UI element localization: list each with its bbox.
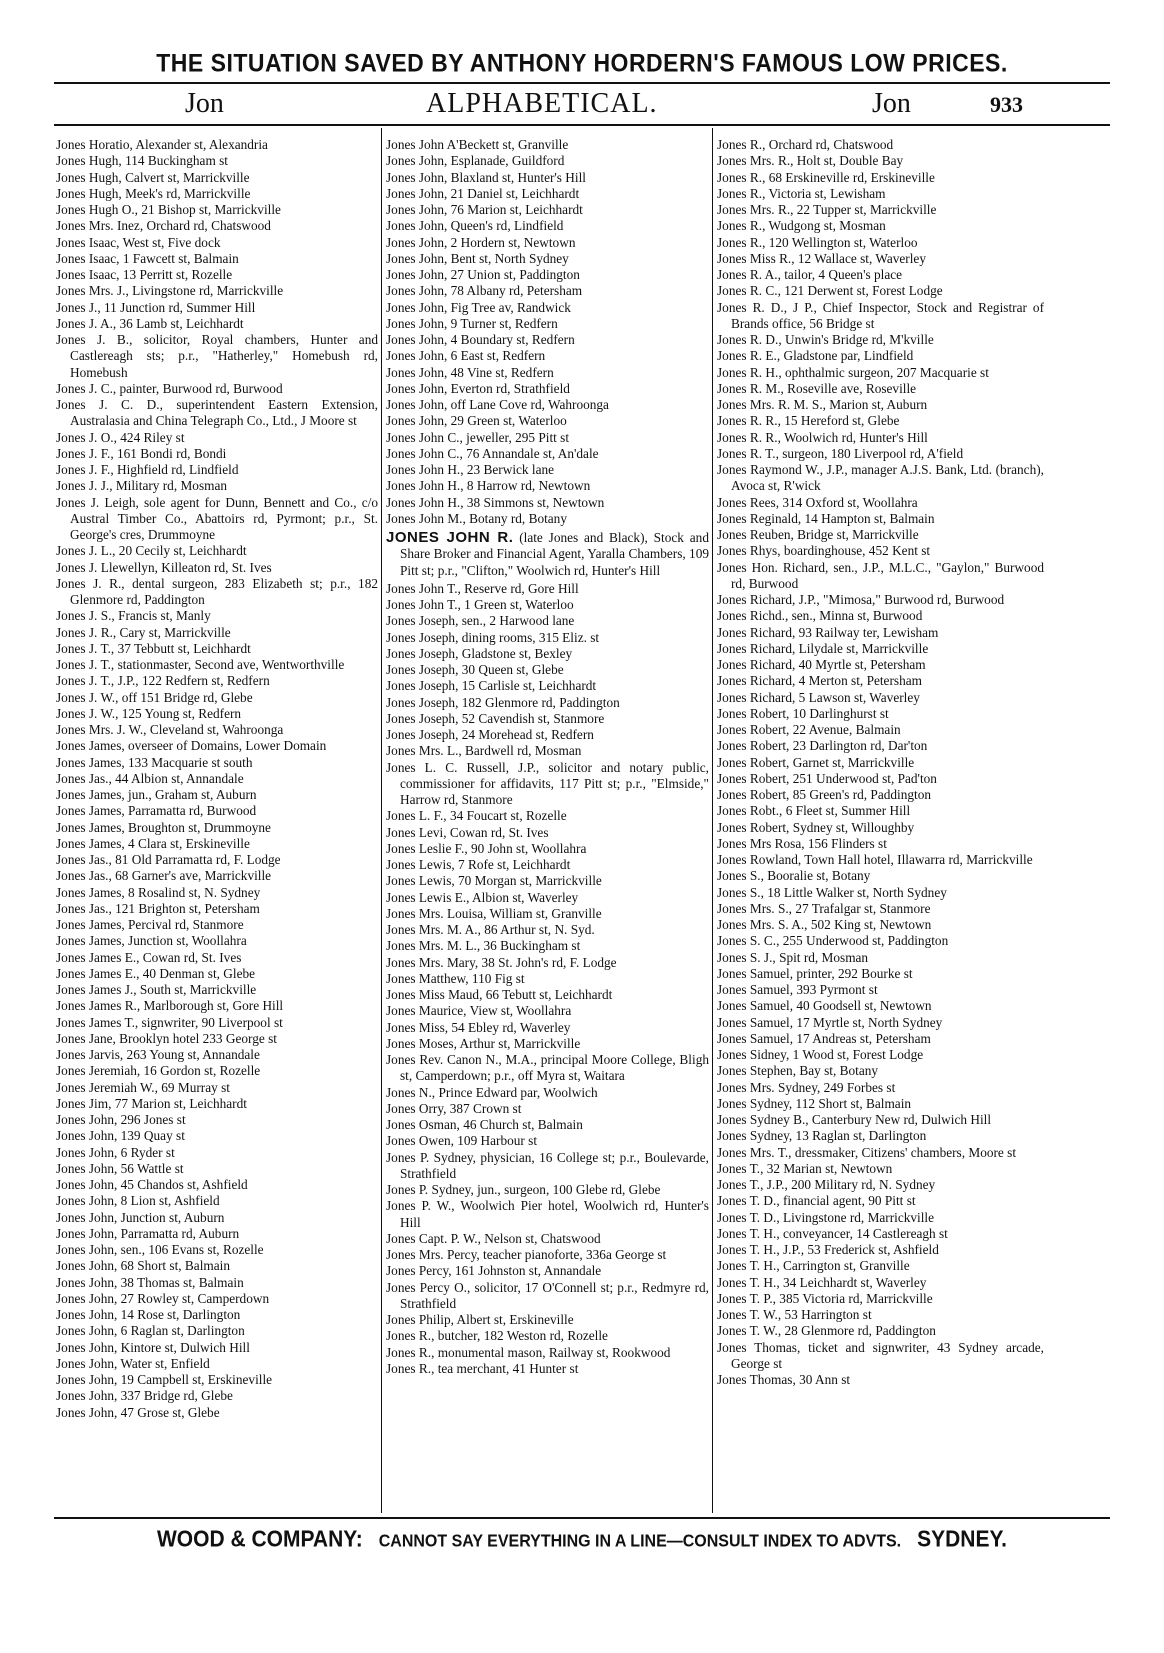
directory-entry: Jones Jane, Brooklyn hotel 233 George st bbox=[56, 1030, 277, 1046]
directory-entry: Jones Mrs. J., Livingstone rd, Marrickville bbox=[56, 283, 284, 299]
directory-entry: Jones Mrs. T., dressmaker, Citizens' chambers, Moore st bbox=[717, 1144, 1017, 1160]
directory-entry: Jones Rhys, boardinghouse, 452 Kent st bbox=[717, 543, 931, 559]
directory-entry: Jones Robert, Garnet st, Marrickville bbox=[717, 754, 915, 770]
directory-entry: Jones John, 45 Chandos st, Ashfield bbox=[56, 1177, 248, 1192]
directory-entry: Jones T. H., Carrington st, Granville bbox=[717, 1258, 910, 1274]
directory-entry: Jones Joseph, sen., 2 Harwood lane bbox=[386, 613, 575, 629]
directory-entry: Jones Mrs. Louisa, William st, Granville bbox=[386, 905, 602, 921]
directory-entry: Jones John, 76 Marion st, Leichhardt bbox=[386, 202, 583, 217]
directory-entry: Jones Leslie F., 90 John st, Woollahra bbox=[386, 840, 587, 856]
directory-entry: Jones J. F., 161 Bondi rd, Bondi bbox=[56, 445, 227, 461]
directory-entry: Jones R. E., Gladstone par, Lindfield bbox=[717, 348, 914, 364]
directory-entry: Jones Moses, Arthur st, Marrickville bbox=[386, 1035, 581, 1051]
directory-entry: Jones R., Orchard rd, Chatswood bbox=[717, 137, 894, 152]
directory-entry: Jones John, 78 Albany rd, Petersham bbox=[386, 283, 583, 299]
directory-entry: Jones Mrs. L., Bardwell rd, Mosman bbox=[386, 743, 582, 759]
directory-entry: Jones John, 19 Campbell st, Erskineville bbox=[56, 1372, 273, 1387]
directory-entry: Jones John, 4 Boundary st, Redfern bbox=[386, 332, 575, 347]
directory-entry: Jones Percy, 161 Johnston st, Annandale bbox=[386, 1263, 602, 1279]
directory-entry: Jones John A'Beckett st, Granville bbox=[386, 137, 569, 152]
directory-entry: Jones J. T., 37 Tebbutt st, Leichhardt bbox=[56, 640, 251, 656]
directory-entry: Jones Rees, 314 Oxford st, Woollahra bbox=[717, 494, 918, 510]
directory-entry: Jones Orry, 387 Crown st bbox=[386, 1100, 522, 1116]
directory-entry: Jones John, 8 Lion st, Ashfield bbox=[56, 1193, 220, 1209]
directory-entry: Jones Richd., sen., Minna st, Burwood bbox=[717, 608, 923, 624]
directory-entry: Jones John, 27 Rowley st, Camperdown bbox=[56, 1290, 270, 1306]
directory-entry: Jones Robert, 22 Avenue, Balmain bbox=[717, 722, 901, 737]
directory-entry: Jones John T., 1 Green st, Waterloo bbox=[386, 597, 574, 612]
directory-entry: Jones Robert, Sydney st, Willoughby bbox=[717, 819, 915, 835]
directory-entry: Jones Philip, Albert st, Erskineville bbox=[386, 1312, 574, 1327]
directory-entry: Jones John, 68 Short st, Balmain bbox=[56, 1258, 230, 1274]
directory-entry: Jones Robert, 85 Green's rd, Paddington bbox=[717, 787, 932, 802]
directory-entry: Jones T. W., 53 Harrington st bbox=[717, 1307, 872, 1322]
directory-entry: Jones James, 8 Rosalind st, N. Sydney bbox=[56, 884, 261, 900]
directory-column-3 bbox=[717, 137, 1044, 1512]
directory-entry: Jones Mrs. Mary, 38 St. John's rd, F. Lodge bbox=[386, 954, 617, 970]
directory-entry: Jones John, 48 Vine st, Redfern bbox=[386, 364, 554, 380]
directory-entry: Jones J. W., off 151 Bridge rd, Glebe bbox=[56, 689, 253, 705]
directory-entry: Jones R. A., tailor, 4 Queen's place bbox=[717, 267, 903, 282]
directory-entry: Jones John, Esplanade, Guildford bbox=[386, 153, 565, 169]
directory-entry: Jones R. M., Roseville ave, Roseville bbox=[717, 380, 917, 396]
directory-entry: Jones S. C., 255 Underwood st, Paddington bbox=[717, 933, 949, 949]
directory-entry: Jones J. W., 125 Young st, Redfern bbox=[56, 705, 242, 721]
directory-entry: Jones S. J., Spit rd, Mosman bbox=[717, 949, 869, 965]
directory-entry: Jones J., 11 Junction rd, Summer Hill bbox=[56, 299, 256, 315]
directory-entry: Jones John, 21 Daniel st, Leichhardt bbox=[386, 185, 580, 201]
directory-entry: Jones Matthew, 110 Fig st bbox=[386, 970, 525, 986]
directory-entry: Jones J. B., solicitor, Royal chambers, Hunter and Castlereagh sts; p.r., "Hatherley," Homebush rd, Homebush bbox=[56, 332, 378, 380]
directory-entry: Jones T. W., 28 Glenmore rd, Paddington bbox=[717, 1323, 936, 1339]
directory-entry: Jones John, 6 Ryder st bbox=[56, 1144, 175, 1160]
directory-entry: Jones Mrs. Percy, teacher pianoforte, 336a George st bbox=[386, 1247, 667, 1262]
directory-entry: Jones James, 4 Clara st, Erskineville bbox=[56, 835, 250, 851]
directory-entry: Jones John, 14 Rose st, Darlington bbox=[56, 1307, 241, 1322]
directory-entry: Jones Mrs. M. L., 36 Buckingham st bbox=[386, 938, 581, 954]
bottom-rule bbox=[54, 1517, 1110, 1519]
directory-entry: Jones J. C. D., superintendent Eastern Extension, Australasia and China Telegraph Co., Ltd., J Moore st bbox=[56, 397, 378, 429]
directory-entry: Jones John, Kintore st, Dulwich Hill bbox=[56, 1339, 250, 1355]
directory-entry: Jones R. C., 121 Derwent st, Forest Lodge bbox=[717, 283, 943, 299]
advertising-banner: THE SITUATION SAVED BY ANTHONY HORDERN'S FAMOUS LOW PRICES. bbox=[156, 48, 1008, 77]
directory-entry: Jones R. H., ophthalmic surgeon, 207 Macquarie st bbox=[717, 364, 989, 380]
directory-entry: Jones Robt., 6 Fleet st, Summer Hill bbox=[717, 803, 911, 819]
directory-entry: Jones John H., 8 Harrow rd, Newtown bbox=[386, 478, 591, 494]
directory-entry: Jones Richard, 40 Myrtle st, Petersham bbox=[717, 657, 926, 672]
directory-entry: Jones James, Broughton st, Drummoyne bbox=[56, 819, 271, 835]
directory-entry: Jones James, Parramatta rd, Burwood bbox=[56, 803, 257, 819]
directory-entry: Jones Hugh, Calvert st, Marrickville bbox=[56, 169, 250, 185]
directory-entry: Jones Lewis, 70 Morgan st, Marrickville bbox=[386, 873, 602, 889]
directory-entry: Jones Joseph, 52 Cavendish st, Stanmore bbox=[386, 710, 605, 726]
directory-entry: Jones P. Sydney, jun., surgeon, 100 Glebe rd, Glebe bbox=[386, 1182, 661, 1197]
directory-entry: Jones T., 32 Marian st, Newtown bbox=[717, 1160, 893, 1176]
directory-entry: Jones James T., signwriter, 90 Liverpool st bbox=[56, 1014, 283, 1030]
directory-entry: Jones Sydney B., Canterbury New rd, Dulwich Hill bbox=[717, 1112, 992, 1127]
directory-entry: Jones John M., Botany rd, Botany bbox=[386, 510, 567, 526]
directory-entry: Jones John T., Reserve rd, Gore Hill bbox=[386, 580, 579, 596]
directory-entry: Jones Sydney, 112 Short st, Balmain bbox=[717, 1095, 912, 1111]
directory-entry: Jones Hugh, Meek's rd, Marrickville bbox=[56, 185, 251, 201]
directory-entry: Jones Mrs Rosa, 156 Flinders st bbox=[717, 835, 887, 851]
directory-entry: Jones J. L., 20 Cecily st, Leichhardt bbox=[56, 543, 247, 559]
footer-company: WOOD & COMPANY: bbox=[156, 1526, 363, 1553]
directory-entry: Jones Samuel, printer, 292 Bourke st bbox=[717, 965, 913, 981]
directory-entry: Jones Rev. Canon N., M.A., principal Moore College, Bligh st, Camperdown; p.r., off Myra st, Waitara bbox=[386, 1052, 709, 1084]
directory-entry: Jones Thomas, 30 Ann st bbox=[717, 1372, 851, 1387]
directory-entry: Jones Horatio, Alexander st, Alexandria bbox=[56, 137, 268, 152]
directory-entry bbox=[386, 530, 709, 579]
directory-entry: Jones Jarvis, 263 Young st, Annandale bbox=[56, 1047, 260, 1062]
directory-entry: Jones Samuel, 40 Goodsell st, Newtown bbox=[717, 998, 932, 1014]
directory-entry: Jones John, 38 Thomas st, Balmain bbox=[56, 1274, 244, 1290]
directory-entry: Jones Richard, Lilydale st, Marrickville bbox=[717, 640, 929, 656]
directory-entry: Jones Richard, 5 Lawson st, Waverley bbox=[717, 689, 920, 705]
directory-entry: Jones Joseph, 182 Glenmore rd, Paddington bbox=[386, 694, 620, 710]
directory-entry: Jones L. C. Russell, J.P., solicitor and notary public, commissioner for affidavits, 117 Pitt st; p.r., "Elmside," Harrow rd, Stanmore bbox=[386, 759, 709, 807]
directory-entry: Jones R. D., Unwin's Bridge rd, M'kville bbox=[717, 332, 934, 347]
directory-entry: Jones T. P., 385 Victoria rd, Marrickville bbox=[717, 1290, 933, 1306]
directory-entry: Jones J. O., 424 Riley st bbox=[56, 429, 185, 445]
directory-entry: Jones John, Blaxland st, Hunter's Hill bbox=[386, 169, 586, 185]
directory-entry: Jones J. C., painter, Burwood rd, Burwood bbox=[56, 380, 283, 396]
directory-entry: Jones Reginald, 14 Hampton st, Balmain bbox=[717, 510, 935, 526]
column-divider bbox=[712, 128, 713, 1513]
directory-entry: Jones John, Fig Tree av, Randwick bbox=[386, 299, 571, 315]
directory-entry: Jones Capt. P. W., Nelson st, Chatswood bbox=[386, 1230, 601, 1246]
directory-entry: Jones John C., 76 Annandale st, An'dale bbox=[386, 445, 599, 461]
directory-entry: Jones T. D., Livingstone rd, Marrickville bbox=[717, 1209, 935, 1225]
directory-entry: Jones Isaac, 1 Fawcett st, Balmain bbox=[56, 250, 239, 266]
directory-entry: Jones R., 120 Wellington st, Waterloo bbox=[717, 234, 918, 250]
directory-entry: Jones Richard, 4 Merton st, Petersham bbox=[717, 673, 922, 689]
directory-entry: Jones Stephen, Bay st, Botany bbox=[717, 1063, 879, 1079]
directory-entry: Jones John, 47 Grose st, Glebe bbox=[56, 1404, 220, 1420]
directory-entry: Jones James E., 40 Denman st, Glebe bbox=[56, 965, 256, 981]
directory-entry: Jones T. H., 34 Leichhardt st, Waverley bbox=[717, 1274, 927, 1290]
directory-entry: Jones R., butcher, 182 Weston rd, Rozelle bbox=[386, 1328, 608, 1344]
directory-entry: Jones R. D., J P., Chief Inspector, Stock and Registrar of Brands office, 56 Bridge st bbox=[717, 299, 1044, 331]
footer-city: SYDNEY. bbox=[917, 1526, 1007, 1553]
directory-entry: Jones S., 18 Little Walker st, North Sydney bbox=[717, 884, 947, 900]
directory-entry: Jones John, 139 Quay st bbox=[56, 1128, 185, 1144]
header-right-guide: Jon bbox=[872, 88, 911, 119]
directory-entry: Jones John, Parramatta rd, Auburn bbox=[56, 1225, 240, 1241]
directory-entry: Jones J. A., 36 Lamb st, Leichhardt bbox=[56, 315, 244, 331]
column-divider bbox=[381, 128, 382, 1513]
directory-entry: Jones Robert, 251 Underwood st, Pad'ton bbox=[717, 770, 937, 786]
directory-entry: Jones Jas., 44 Albion st, Annandale bbox=[56, 770, 244, 786]
directory-entry: Jones Jeremiah, 16 Gordon st, Rozelle bbox=[56, 1063, 261, 1079]
directory-entry: Jones Reuben, Bridge st, Marrickville bbox=[717, 527, 919, 542]
directory-entry: Jones Osman, 46 Church st, Balmain bbox=[386, 1117, 583, 1132]
directory-entry: Jones Raymond W., J.P., manager A.J.S. Bank, Ltd. (branch), Avoca st, R'wick bbox=[717, 462, 1044, 494]
directory-entry: Jones Hugh O., 21 Bishop st, Marrickville bbox=[56, 202, 281, 217]
directory-entry: Jones Mrs. R., Holt st, Double Bay bbox=[717, 153, 904, 169]
directory-entry: Jones John, sen., 106 Evans st, Rozelle bbox=[56, 1242, 264, 1257]
directory-entry: Jones Richard, J.P., "Mimosa," Burwood rd, Burwood bbox=[717, 592, 1005, 607]
directory-entry: Jones James E., Cowan rd, St. Ives bbox=[56, 949, 242, 965]
directory-entry: Jones N., Prince Edward par, Woolwich bbox=[386, 1084, 598, 1100]
directory-entry: Jones Mrs. S. A., 502 King st, Newtown bbox=[717, 917, 932, 932]
directory-entry: Jones Mrs. J. W., Cleveland st, Wahroonga bbox=[56, 722, 284, 737]
directory-entry: Jones R. R., Woolwich rd, Hunter's Hill bbox=[717, 429, 928, 445]
directory-entry: Jones John, off Lane Cove rd, Wahroonga bbox=[386, 397, 609, 412]
top-rule bbox=[54, 82, 1110, 84]
directory-entry: Jones James J., South st, Marrickville bbox=[56, 982, 257, 997]
directory-entry: Jones Thomas, ticket and signwriter, 43 Sydney arcade, George st bbox=[717, 1339, 1044, 1371]
directory-entry: Jones Robert, 23 Darlington rd, Dar'ton bbox=[717, 738, 928, 754]
directory-entry: Jones J. F., Highfield rd, Lindfield bbox=[56, 462, 239, 477]
directory-entry: Jones Mrs. S., 27 Trafalgar st, Stanmore bbox=[717, 900, 931, 916]
directory-entry: Jones John, 6 Raglan st, Darlington bbox=[56, 1323, 245, 1339]
directory-entry: Jones Mrs. R. M. S., Marion st, Auburn bbox=[717, 397, 928, 412]
directory-entry: Jones J. J., Military rd, Mosman bbox=[56, 478, 228, 494]
directory-entry: Jones Miss, 54 Ebley rd, Waverley bbox=[386, 1019, 571, 1035]
footer-advert bbox=[0, 1527, 1164, 1553]
directory-entry: Jones Joseph, 15 Carlisle st, Leichhardt bbox=[386, 678, 597, 694]
directory-entry: Jones John, 27 Union st, Paddington bbox=[386, 267, 580, 282]
directory-entry: Jones Hugh, 114 Buckingham st bbox=[56, 153, 228, 169]
directory-entry: Jones J. T., J.P., 122 Redfern st, Redfern bbox=[56, 673, 270, 689]
directory-entry: Jones J. S., Francis st, Manly bbox=[56, 608, 211, 624]
directory-entry: Jones R., Wudgong st, Mosman bbox=[717, 218, 886, 234]
directory-entry: Jones J. T., stationmaster, Second ave, Wentworthville bbox=[56, 657, 345, 672]
directory-entry: Jones Joseph, dining rooms, 315 Eliz. st bbox=[386, 629, 600, 645]
directory-entry: Jones Lewis E., Albion st, Waverley bbox=[386, 889, 579, 905]
directory-entry: Jones Joseph, Gladstone st, Bexley bbox=[386, 645, 573, 661]
directory-entry: Jones Levi, Cowan rd, St. Ives bbox=[386, 824, 549, 840]
directory-entry: Jones James, Junction st, Woollahra bbox=[56, 933, 247, 949]
header-title: ALPHABETICAL. bbox=[426, 88, 658, 119]
directory-entry: Jones Jim, 77 Marion st, Leichhardt bbox=[56, 1095, 247, 1111]
directory-entry: Jones Hon. Richard, sen., J.P., M.L.C., "Gaylon," Burwood rd, Burwood bbox=[717, 559, 1044, 591]
directory-entry: Jones R., monumental mason, Railway st, Rookwood bbox=[386, 1344, 671, 1360]
directory-entry: Jones Jeremiah W., 69 Murray st bbox=[56, 1079, 230, 1095]
directory-entry: Jones Joseph, 24 Morehead st, Redfern bbox=[386, 727, 594, 742]
header-left-guide: Jon bbox=[185, 88, 224, 119]
directory-entry: Jones James, 133 Macquarie st south bbox=[56, 754, 253, 770]
directory-entry: Jones John, 337 Bridge rd, Glebe bbox=[56, 1388, 233, 1404]
directory-entry: Jones Sydney, 13 Raglan st, Darlington bbox=[717, 1128, 927, 1144]
directory-entry: Jones T. H., J.P., 53 Frederick st, Ashfield bbox=[717, 1242, 939, 1257]
directory-entry: Jones Samuel, 393 Pyrmont st bbox=[717, 982, 878, 997]
directory-entry: Jones J. R., dental surgeon, 283 Elizabeth st; p.r., 182 Glenmore rd, Paddington bbox=[56, 575, 378, 607]
directory-entry: Jones Miss R., 12 Wallace st, Waverley bbox=[717, 250, 926, 266]
directory-entry: Jones John, Queen's rd, Lindfield bbox=[386, 218, 564, 234]
directory-entry: Jones James R., Marlborough st, Gore Hill bbox=[56, 998, 284, 1014]
directory-entry: Jones Mrs. Inez, Orchard rd, Chatswood bbox=[56, 218, 271, 234]
directory-entry: Jones P. W., Woolwich Pier hotel, Woolwich rd, Hunter's Hill bbox=[386, 1198, 709, 1230]
directory-entry: Jones Joseph, 30 Queen st, Glebe bbox=[386, 662, 564, 677]
directory-entry: Jones Robert, 10 Darlinghurst st bbox=[717, 705, 889, 721]
directory-entry: Jones J. Leigh, sole agent for Dunn, Bennett and Co., c/o Austral Timber Co., Abattoirs rd, Pyrmont; p.r., St. George's cres, Drummoyne bbox=[56, 494, 378, 542]
directory-entry: Jones Isaac, West st, Five dock bbox=[56, 234, 221, 250]
directory-entry: Jones R., Victoria st, Lewisham bbox=[717, 185, 886, 201]
page-number: 933 bbox=[990, 92, 1023, 117]
directory-entry: Jones John H., 38 Simmons st, Newtown bbox=[386, 494, 605, 510]
directory-entry: Jones R. R., 15 Hereford st, Glebe bbox=[717, 413, 900, 429]
directory-entry: Jones John, Water st, Enfield bbox=[56, 1355, 210, 1371]
directory-entry: Jones Sidney, 1 Wood st, Forest Lodge bbox=[717, 1047, 924, 1062]
directory-entry: Jones R., tea merchant, 41 Hunter st bbox=[386, 1360, 579, 1376]
directory-entry: Jones John H., 23 Berwick lane bbox=[386, 462, 555, 477]
directory-entry: Jones John C., jeweller, 295 Pitt st bbox=[386, 429, 570, 445]
directory-column-1 bbox=[56, 137, 378, 1512]
header-rule bbox=[54, 124, 1110, 126]
directory-entry: Jones T. H., conveyancer, 14 Castlereagh st bbox=[717, 1225, 948, 1241]
directory-entry: Jones Isaac, 13 Perritt st, Rozelle bbox=[56, 267, 233, 282]
directory-entry: Jones Rowland, Town Hall hotel, Illawarra rd, Marrickville bbox=[717, 852, 1033, 867]
directory-entry: Jones John, Bent st, North Sydney bbox=[386, 250, 569, 266]
directory-entry: Jones James, overseer of Domains, Lower Domain bbox=[56, 738, 327, 754]
directory-entry: Jones Mrs. R., 22 Tupper st, Marrickville bbox=[717, 202, 937, 217]
featured-entry-name: JONES JOHN R. bbox=[386, 529, 514, 546]
featured-entry-details: (late Jones and Black), Stock and Share Broker and Financial Agent, Yaralla Chambers, 109 Pitt st; p.r., "Clifton," Woolwich rd, Hunter's Hill bbox=[400, 530, 709, 578]
directory-entry: Jones Mrs. Sydney, 249 Forbes st bbox=[717, 1079, 896, 1095]
directory-entry: Jones John, 6 East st, Redfern bbox=[386, 348, 546, 364]
directory-entry: Jones T., J.P., 200 Military rd, N. Sydney bbox=[717, 1177, 936, 1192]
directory-column-2 bbox=[386, 137, 709, 1512]
directory-entry: Jones Jas., 81 Old Parramatta rd, F. Lodge bbox=[56, 852, 281, 867]
directory-entry: Jones John, 9 Turner st, Redfern bbox=[386, 315, 558, 331]
directory-entry: Jones L. F., 34 Foucart st, Rozelle bbox=[386, 808, 567, 824]
directory-entry: Jones S., Booralie st, Botany bbox=[717, 868, 871, 884]
directory-entry: Jones Owen, 109 Harbour st bbox=[386, 1133, 538, 1149]
directory-entry: Jones T. D., financial agent, 90 Pitt st bbox=[717, 1193, 916, 1209]
directory-entry: Jones Jas., 121 Brighton st, Petersham bbox=[56, 900, 260, 916]
directory-entry: Jones James, Percival rd, Stanmore bbox=[56, 917, 244, 932]
directory-entry: Jones Miss Maud, 66 Tebutt st, Leichhardt bbox=[386, 987, 613, 1002]
directory-entry: Jones John, 2 Hordern st, Newtown bbox=[386, 234, 576, 250]
directory-entry: Jones John, 296 Jones st bbox=[56, 1112, 186, 1127]
directory-entry: Jones Mrs. M. A., 86 Arthur st, N. Syd. bbox=[386, 922, 595, 937]
directory-entry: Jones Maurice, View st, Woollahra bbox=[386, 1003, 572, 1019]
directory-entry: Jones R., 68 Erskineville rd, Erskineville bbox=[717, 169, 935, 185]
directory-entry: Jones John, Everton rd, Strathfield bbox=[386, 380, 570, 396]
footer-slogan: CANNOT SAY EVERYTHING IN A LINE—CONSULT INDEX TO ADVTS. bbox=[378, 1532, 902, 1551]
directory-entry: Jones James, jun., Graham st, Auburn bbox=[56, 787, 257, 802]
directory-entry: Jones J. R., Cary st, Marrickville bbox=[56, 624, 231, 640]
directory-entry: Jones R. T., surgeon, 180 Liverpool rd, A'field bbox=[717, 445, 964, 461]
directory-entry: Jones J. Llewellyn, Killeaton rd, St. Ives bbox=[56, 559, 272, 575]
directory-entry: Jones Samuel, 17 Andreas st, Petersham bbox=[717, 1030, 931, 1046]
directory-entry: Jones Jas., 68 Garner's ave, Marrickville bbox=[56, 868, 272, 884]
directory-entry: Jones Lewis, 7 Rofe st, Leichhardt bbox=[386, 857, 571, 872]
directory-entry: Jones John, 56 Wattle st bbox=[56, 1160, 184, 1176]
directory-entry: Jones P. Sydney, physician, 16 College st; p.r., Boulevarde, Strathfield bbox=[386, 1149, 709, 1181]
directory-entry: Jones Richard, 93 Railway ter, Lewisham bbox=[717, 624, 939, 640]
directory-entry: Jones John, 29 Green st, Waterloo bbox=[386, 413, 567, 429]
directory-entry: Jones John, Junction st, Auburn bbox=[56, 1209, 225, 1225]
directory-entry: Jones Samuel, 17 Myrtle st, North Sydney bbox=[717, 1014, 943, 1030]
directory-entry: Jones Percy O., solicitor, 17 O'Connell st; p.r., Redmyre rd, Strathfield bbox=[386, 1279, 709, 1311]
